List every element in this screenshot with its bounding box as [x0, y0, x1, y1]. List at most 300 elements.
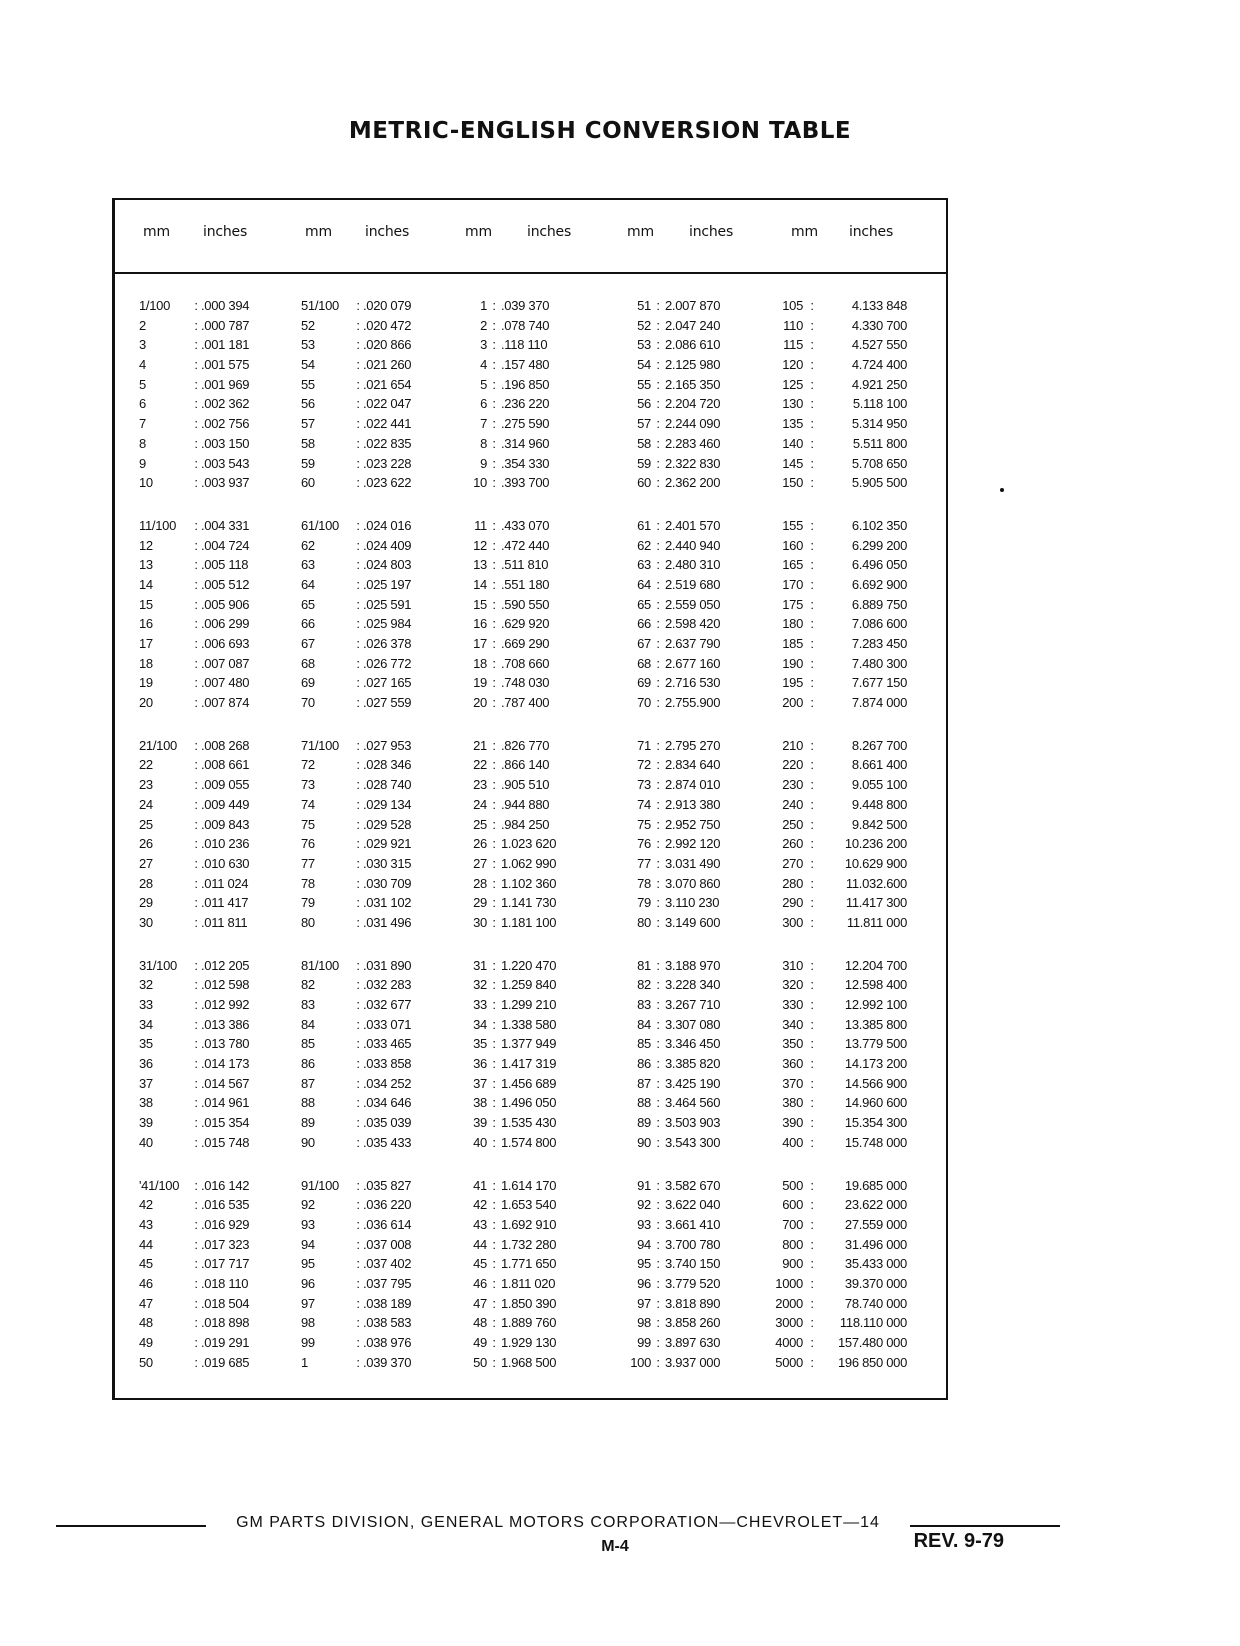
mm-value: 65 — [637, 596, 651, 612]
table-row — [459, 1093, 569, 1113]
inches-value: 1.102 360 — [501, 875, 557, 891]
separator: : — [810, 435, 814, 451]
table-row — [139, 1254, 269, 1274]
mm-value: 93 — [637, 1216, 651, 1232]
separator: : — [356, 557, 360, 573]
inches-value: .511 810 — [501, 557, 549, 573]
separator: : — [492, 1197, 496, 1213]
separator: : — [492, 337, 496, 353]
table-column-4 — [621, 296, 737, 1395]
table-row — [459, 1294, 569, 1314]
table-row — [139, 1333, 269, 1353]
table-row — [139, 975, 269, 995]
mm-value: 10 — [473, 475, 487, 491]
table-row — [765, 1034, 907, 1054]
table-row — [459, 575, 569, 595]
mm-value: 135 — [782, 416, 803, 432]
inches-value: 27.559 000 — [844, 1216, 907, 1232]
mm-value: 71 — [637, 737, 651, 753]
separator: : — [356, 337, 360, 353]
table-row — [301, 815, 431, 835]
inches-value: .033 465 — [363, 1036, 412, 1052]
table-row — [301, 975, 431, 995]
inches-value: .021 654 — [363, 376, 412, 392]
inches-value: .019 685 — [201, 1354, 250, 1370]
separator: : — [194, 1256, 198, 1272]
table-row — [301, 516, 431, 536]
inches-value: 196 850 000 — [838, 1354, 907, 1370]
separator: : — [810, 1354, 814, 1370]
mm-value: 165 — [782, 557, 803, 573]
separator: : — [810, 1256, 814, 1272]
separator: : — [356, 455, 360, 471]
separator: : — [656, 616, 660, 632]
mm-value: 145 — [782, 455, 803, 471]
inches-value: 15.748 000 — [844, 1134, 907, 1150]
mm-value: 98 — [637, 1315, 651, 1331]
separator: : — [492, 455, 496, 471]
inches-value: .019 291 — [201, 1335, 250, 1350]
inches-value: 3.267 710 — [665, 997, 721, 1012]
separator: : — [810, 416, 814, 432]
inches-value: .033 071 — [363, 1016, 412, 1032]
table-row — [621, 1176, 737, 1196]
row-group — [459, 956, 569, 1153]
mm-value: 20 — [473, 695, 487, 711]
mm-value: 97 — [637, 1295, 651, 1311]
separator: : — [492, 675, 496, 691]
separator: : — [492, 997, 496, 1012]
table-row — [301, 1235, 431, 1255]
table-row — [139, 414, 269, 434]
table-row — [301, 956, 431, 976]
mm-value: 57 — [301, 416, 315, 432]
mm-value: 46 — [473, 1275, 487, 1291]
mm-value: 95 — [637, 1256, 651, 1272]
row-group — [459, 736, 569, 933]
separator: : — [492, 1354, 496, 1370]
mm-value: 34 — [139, 1016, 153, 1032]
inches-value: 13.779 500 — [844, 1036, 907, 1052]
inches-value: 2.401 570 — [665, 517, 721, 533]
table-row — [139, 854, 269, 874]
separator: : — [356, 816, 360, 832]
mm-value: 31 — [473, 957, 487, 973]
mm-value: 60 — [637, 475, 651, 491]
separator: : — [492, 416, 496, 432]
mm-value: 5 — [480, 376, 487, 392]
table-row — [139, 1235, 269, 1255]
separator: : — [356, 836, 360, 852]
separator: : — [656, 675, 660, 691]
mm-value: 310 — [782, 957, 803, 973]
table-row — [621, 755, 737, 775]
table-row — [765, 394, 907, 414]
table-row — [621, 775, 737, 795]
table-row — [621, 893, 737, 913]
separator: : — [656, 997, 660, 1012]
page-title: METRIC-ENGLISH CONVERSION TABLE — [348, 118, 852, 144]
table-row — [139, 595, 269, 615]
mm-value: 64 — [637, 576, 651, 592]
inches-value: 6.102 350 — [851, 517, 907, 533]
inches-value: .012 205 — [201, 957, 250, 973]
table-row — [139, 536, 269, 556]
mm-value: 1/100 — [139, 298, 171, 313]
mm-value: 75 — [637, 816, 651, 832]
row-group — [301, 516, 431, 713]
inches-value: .039 370 — [363, 1354, 412, 1370]
inches-value: 3.031 490 — [665, 855, 721, 871]
mm-value: 155 — [782, 517, 803, 533]
table-row — [459, 516, 569, 536]
separator: : — [356, 737, 360, 753]
mm-value: 29 — [139, 895, 153, 911]
table-column-3 — [459, 296, 569, 1395]
mm-value: 340 — [782, 1016, 803, 1032]
inches-value: 1.811 020 — [501, 1275, 556, 1291]
scan-speck — [1000, 488, 1004, 492]
table-row — [301, 1195, 431, 1215]
separator: : — [356, 1095, 360, 1111]
table-row — [765, 595, 907, 615]
inches-value: 14.960 600 — [844, 1095, 907, 1111]
table-row — [139, 673, 269, 693]
mm-value: 12 — [473, 537, 487, 553]
separator: : — [194, 1354, 198, 1370]
table-row — [459, 736, 569, 756]
inches-value: 3.110 230 — [665, 895, 720, 911]
mm-value: 180 — [782, 616, 803, 632]
separator: : — [356, 1335, 360, 1350]
inches-value: .024 803 — [363, 557, 412, 573]
inches-value: 2.480 310 — [665, 557, 721, 573]
conversion-table — [112, 198, 948, 1400]
mm-value: 16 — [473, 616, 487, 632]
inches-value: 3.425 190 — [665, 1075, 721, 1091]
separator: : — [656, 836, 660, 852]
table-row — [765, 1015, 907, 1035]
separator: : — [656, 895, 660, 911]
table-row — [459, 755, 569, 775]
table-row — [459, 316, 569, 336]
table-row — [765, 555, 907, 575]
table-row — [765, 296, 907, 316]
table-row — [621, 536, 737, 556]
separator: : — [356, 1134, 360, 1150]
inches-value: 3.188 970 — [665, 957, 721, 973]
separator: : — [356, 895, 360, 911]
inches-value: 10.236 200 — [844, 836, 907, 852]
inches-value: .025 197 — [363, 576, 412, 592]
inches-value: 2.283 460 — [665, 435, 721, 451]
inches-value: 78.740 000 — [844, 1295, 907, 1311]
inches-value: .026 378 — [363, 636, 412, 651]
separator: : — [356, 675, 360, 691]
mm-value: 25 — [139, 816, 153, 832]
mm-value: 79 — [637, 895, 651, 911]
table-row — [139, 1353, 269, 1373]
table-row — [301, 1133, 431, 1153]
separator: : — [810, 655, 814, 671]
separator: : — [656, 576, 660, 592]
inches-value: .023 228 — [363, 455, 412, 471]
inches-value: 10.629 900 — [844, 855, 907, 871]
mm-value: 31/100 — [139, 957, 177, 973]
mm-value: 210 — [782, 737, 803, 753]
separator: : — [356, 1236, 360, 1252]
mm-value: 7 — [139, 416, 146, 432]
separator: : — [810, 1295, 814, 1311]
separator: : — [492, 1095, 496, 1111]
inches-value: 6.299 200 — [851, 537, 907, 553]
mm-value: 40 — [139, 1134, 153, 1150]
table-row — [301, 995, 431, 1015]
table-row — [139, 1113, 269, 1133]
inches-value: 1.377 949 — [501, 1036, 557, 1052]
row-group — [621, 516, 737, 713]
separator: : — [356, 777, 360, 793]
inches-value: .032 283 — [363, 977, 412, 993]
mm-value: 49 — [139, 1335, 153, 1350]
footer-text: GM PARTS DIVISION, GENERAL MOTORS CORPORATION—CHEVROLET—14 — [236, 1514, 880, 1531]
separator: : — [656, 757, 660, 773]
inches-value: .038 976 — [363, 1335, 412, 1350]
table-row — [765, 893, 907, 913]
mm-value: 92 — [637, 1197, 651, 1213]
inches-value: .024 016 — [363, 517, 412, 533]
inches-value: 11.417 300 — [845, 895, 907, 911]
table-row — [621, 1215, 737, 1235]
table-row — [765, 654, 907, 674]
inches-value: .031 890 — [363, 957, 412, 973]
mm-value: 500 — [782, 1177, 803, 1193]
separator: : — [492, 1075, 496, 1091]
mm-value: 61/100 — [301, 517, 339, 533]
table-row — [301, 893, 431, 913]
inches-value: 1.968 500 — [501, 1354, 557, 1370]
inches-value: 2.952 750 — [665, 816, 721, 832]
mm-value: 76 — [637, 836, 651, 852]
inches-value: 1.850 390 — [501, 1295, 557, 1311]
table-row — [459, 614, 569, 634]
mm-value: 27 — [473, 855, 487, 871]
mm-value: 67 — [637, 636, 651, 651]
header-divider — [115, 272, 946, 274]
table-row — [139, 1054, 269, 1074]
inches-value: 1.220 470 — [501, 957, 557, 973]
inches-value: .026 772 — [363, 655, 412, 671]
table-row — [139, 1015, 269, 1035]
inches-value: .025 591 — [363, 596, 412, 612]
separator: : — [656, 695, 660, 711]
inches-value: .629 920 — [501, 616, 550, 632]
table-row — [765, 1074, 907, 1094]
table-row — [301, 1353, 431, 1373]
table-row — [765, 1254, 907, 1274]
separator: : — [656, 914, 660, 930]
inches-value: 1.299 210 — [501, 997, 557, 1012]
inches-value: .031 496 — [363, 914, 412, 930]
mm-value: 69 — [301, 675, 315, 691]
inches-value: 4.724 400 — [851, 357, 907, 373]
mm-value: 77 — [637, 855, 651, 871]
inches-value: 3.385 820 — [665, 1056, 721, 1072]
separator: : — [356, 396, 360, 412]
separator: : — [356, 1256, 360, 1272]
mm-value: 185 — [782, 636, 803, 651]
mm-value: 55 — [637, 376, 651, 392]
mm-value: 87 — [301, 1075, 315, 1091]
separator: : — [810, 636, 814, 651]
separator: : — [656, 1095, 660, 1111]
separator: : — [810, 895, 814, 911]
table-row — [621, 956, 737, 976]
table-row — [459, 795, 569, 815]
mm-value: 83 — [637, 997, 651, 1012]
table-row — [621, 834, 737, 854]
separator: : — [810, 376, 814, 392]
mm-value: 44 — [139, 1236, 153, 1252]
table-row — [459, 1054, 569, 1074]
mm-value: 75 — [301, 816, 315, 832]
inches-value: 2.047 240 — [665, 317, 721, 333]
mm-value: 3 — [139, 337, 146, 353]
table-row — [621, 1113, 737, 1133]
inches-value: 12.598 400 — [844, 977, 907, 993]
mm-value: 28 — [139, 875, 153, 891]
inches-value: .011 417 — [201, 895, 249, 911]
mm-value: 21/100 — [139, 737, 177, 753]
table-row — [301, 555, 431, 575]
inches-value: .354 330 — [501, 455, 550, 471]
row-group — [765, 956, 907, 1153]
mm-value: 72 — [301, 757, 315, 773]
separator: : — [492, 914, 496, 930]
inches-value: 3.622 040 — [665, 1197, 721, 1213]
table-row — [459, 1235, 569, 1255]
table-row — [459, 1215, 569, 1235]
separator: : — [356, 537, 360, 553]
mm-value: 70 — [637, 695, 651, 711]
mm-value: 90 — [637, 1134, 651, 1150]
mm-value: 47 — [473, 1295, 487, 1311]
separator: : — [492, 1115, 496, 1131]
separator: : — [810, 576, 814, 592]
mm-value: 13 — [473, 557, 487, 573]
separator: : — [656, 1335, 660, 1350]
mm-value: 2 — [480, 317, 487, 333]
table-row — [765, 473, 907, 493]
separator: : — [810, 695, 814, 711]
separator: : — [492, 1315, 496, 1331]
inches-value: .004 331 — [201, 517, 250, 533]
mm-value: 62 — [637, 537, 651, 553]
separator: : — [656, 1056, 660, 1072]
table-row — [139, 1274, 269, 1294]
separator: : — [492, 396, 496, 412]
mm-value: 33 — [473, 997, 487, 1012]
mm-value: 3 — [480, 337, 487, 353]
mm-value: 24 — [139, 796, 153, 812]
inches-value: 12.204 700 — [844, 957, 907, 973]
separator: : — [194, 298, 198, 313]
separator: : — [810, 1075, 814, 1091]
table-row — [459, 1313, 569, 1333]
mm-value: 78 — [301, 875, 315, 891]
table-row — [459, 1333, 569, 1353]
table-row — [765, 414, 907, 434]
mm-value: 900 — [782, 1256, 803, 1272]
inches-value: 2.559 050 — [665, 596, 721, 612]
inches-value: .984 250 — [501, 816, 550, 832]
table-row — [301, 375, 431, 395]
inches-value: .020 079 — [363, 298, 412, 313]
table-row — [621, 1034, 737, 1054]
table-row — [765, 434, 907, 454]
inches-value: 7.874 000 — [851, 695, 907, 711]
mm-value: 78 — [637, 875, 651, 891]
table-row — [765, 673, 907, 693]
separator: : — [356, 875, 360, 891]
separator: : — [656, 875, 660, 891]
separator: : — [194, 997, 198, 1012]
table-row — [459, 975, 569, 995]
table-row — [139, 394, 269, 414]
separator: : — [810, 977, 814, 993]
separator: : — [194, 596, 198, 612]
separator: : — [492, 576, 496, 592]
inches-value: .000 787 — [201, 317, 250, 333]
separator: : — [810, 616, 814, 632]
mm-value: 700 — [782, 1216, 803, 1232]
header-inches-5: inches — [849, 224, 894, 240]
separator: : — [194, 757, 198, 773]
mm-value: 17 — [139, 636, 153, 651]
separator: : — [656, 655, 660, 671]
separator: : — [656, 517, 660, 533]
separator: : — [356, 1315, 360, 1331]
inches-value: .022 047 — [363, 396, 412, 412]
inches-value: 3.503 903 — [665, 1115, 721, 1131]
table-row — [621, 516, 737, 536]
separator: : — [656, 796, 660, 812]
table-row — [621, 1093, 737, 1113]
table-row — [459, 555, 569, 575]
inches-value: 1.889 760 — [501, 1315, 557, 1331]
separator: : — [810, 1216, 814, 1232]
separator: : — [356, 796, 360, 812]
row-group — [621, 956, 737, 1153]
mm-value: 88 — [301, 1095, 315, 1111]
inches-value: .002 362 — [201, 396, 250, 412]
table-row — [621, 575, 737, 595]
mm-value: 82 — [301, 977, 315, 993]
table-row — [301, 454, 431, 474]
table-row — [765, 316, 907, 336]
table-row — [301, 1176, 431, 1196]
inches-value: 1.023 620 — [501, 836, 557, 852]
table-row — [765, 1093, 907, 1113]
inches-value: .027 953 — [363, 737, 412, 753]
mm-value: 280 — [782, 875, 803, 891]
inches-value: .016 142 — [201, 1177, 250, 1193]
table-row — [765, 1054, 907, 1074]
table-row — [139, 555, 269, 575]
mm-value: 11/100 — [139, 517, 176, 533]
separator: : — [810, 337, 814, 353]
mm-value: 190 — [782, 655, 803, 671]
